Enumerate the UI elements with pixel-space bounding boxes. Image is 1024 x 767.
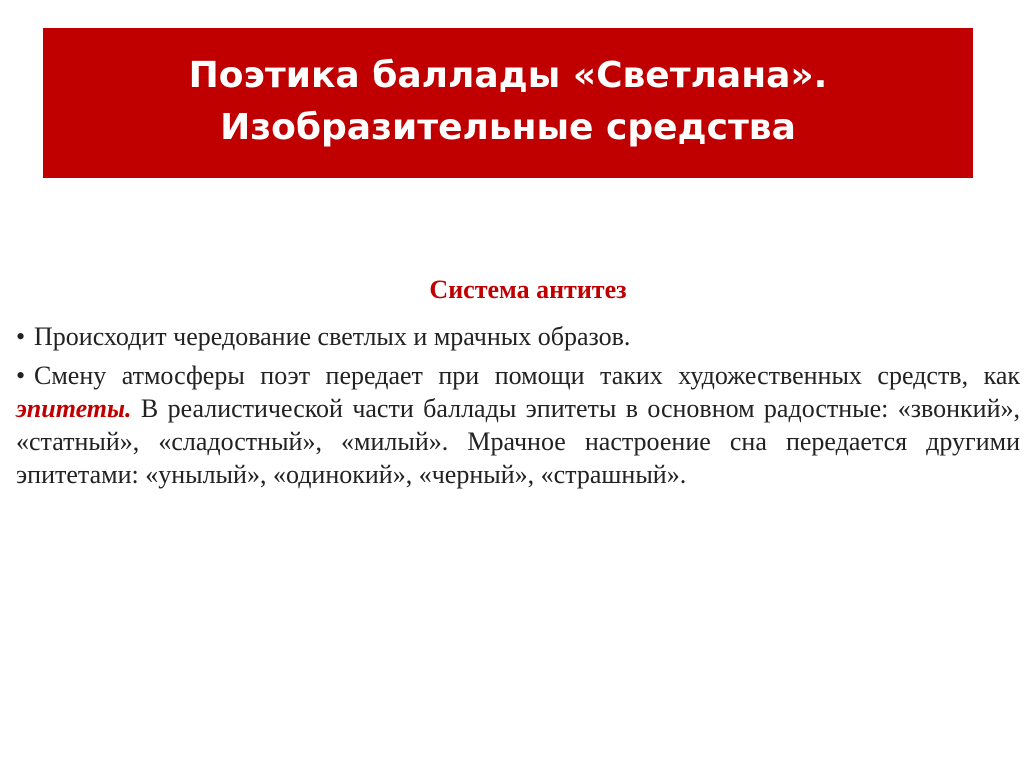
title-banner: [43, 28, 973, 178]
section-subheading: Система антитез: [429, 275, 627, 304]
highlight-term: эпитеты.: [16, 394, 132, 423]
bullet-item: [16, 320, 1020, 353]
title-line-1: Поэтика баллады «Светлана».: [188, 55, 828, 96]
bullet-mark: •: [16, 322, 26, 351]
title-line-2: Изобразительные средства: [220, 107, 796, 148]
bullet-list: [16, 320, 1020, 497]
bullet-text-before: Смену атмосферы поэт передает при помощи таких художественных средств, как: [34, 361, 1020, 390]
bullet-item: [16, 359, 1020, 491]
bullet-mark: •: [16, 361, 26, 390]
bullet-text-after: В реалистической части баллады эпитеты в основном радостные: «звонкий», «статный», «сладостный», «милый». Мрачное настроение сна передается другими эпитетами: «унылый», «одинокий», «черный», «страшный».: [16, 394, 1020, 489]
bullet-text: Происходит чередование светлых и мрачных образов.: [34, 322, 631, 351]
